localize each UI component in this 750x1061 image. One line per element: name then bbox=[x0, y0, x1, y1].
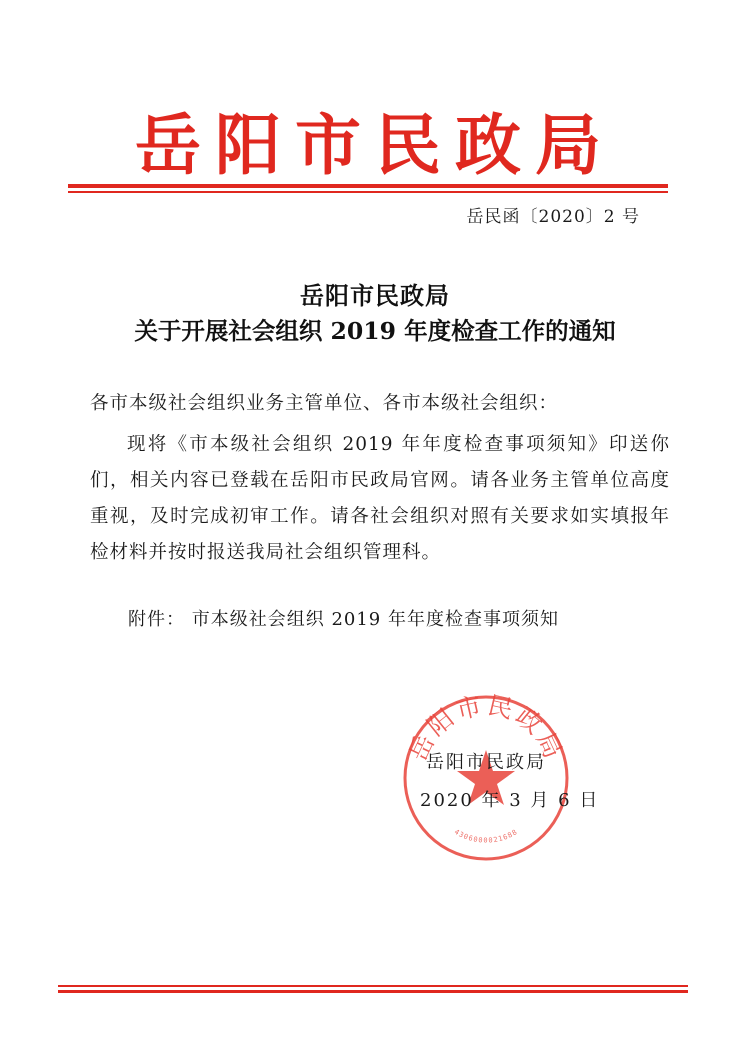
letterhead-rule-thin bbox=[68, 191, 668, 193]
footer-rule-thick bbox=[58, 990, 688, 993]
document-number: 岳民函〔2020〕2 号 bbox=[466, 207, 640, 227]
footer-rule-thin bbox=[58, 985, 688, 987]
official-seal bbox=[400, 692, 572, 864]
addressee: 各市本级社会组织业务主管单位、各市本级社会组织： bbox=[90, 393, 559, 414]
attachment-note: 附件： 市本级社会组织 2019 年年度检查事项须知 bbox=[128, 609, 559, 630]
letterhead-title: 岳阳市民政局 bbox=[135, 106, 615, 184]
document-title-issuer: 岳阳市民政局 bbox=[300, 281, 450, 310]
document-title-subject: 关于开展社会组织 2019 年度检查工作的通知 bbox=[134, 317, 616, 345]
issue-date: 2020 年 3 月 6 日 bbox=[420, 790, 600, 811]
signature-issuer: 岳阳市民政局 bbox=[426, 752, 546, 773]
svg-text:4306000021688: 4306000021688 bbox=[452, 827, 520, 845]
body-paragraph: 现将《市本级社会组织 2019 年年度检查事项须知》印送你们，相关内容已登载在岳阳市民政局官网。请各业务主管单位高度重视，及时完成初审工作。请各社会组织对照有关要求如实填报年检材料并按时报送我局社会组织管理科。 bbox=[90, 434, 670, 563]
letterhead-rule-thick bbox=[68, 184, 668, 188]
svg-text:岳阳市民政局: 岳阳市民政局 bbox=[403, 692, 569, 766]
